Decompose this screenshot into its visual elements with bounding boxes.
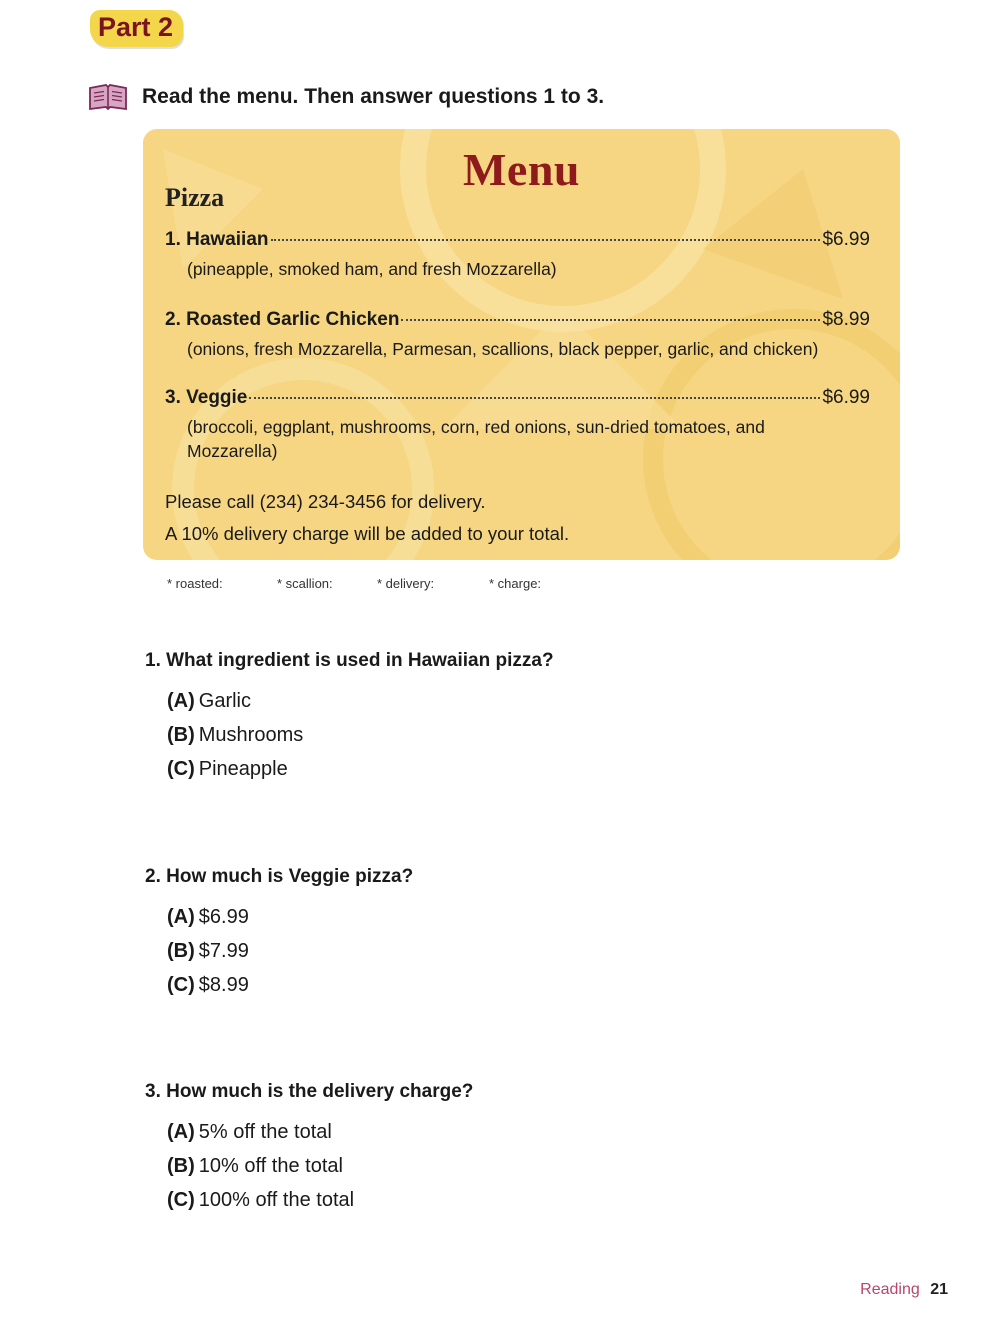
instruction-row [88, 82, 604, 112]
question-text: 2. How much is Veggie pizza? [145, 866, 414, 887]
menu-item [165, 309, 870, 361]
section-label: Reading [860, 1281, 920, 1298]
part-label: Part 2 [90, 10, 183, 47]
answer-option[interactable] [167, 974, 413, 1008]
footnote: * charge: [489, 576, 542, 591]
option-text: Mushrooms [198, 724, 304, 746]
option-text: Garlic [198, 690, 251, 712]
answer-option[interactable] [167, 758, 554, 792]
menu-section-title: Pizza [165, 183, 225, 212]
page-footer [860, 1281, 948, 1299]
leader-dots [249, 397, 820, 399]
instruction-text: Read the menu. Then answer questions 1 to 3. [142, 85, 605, 108]
menu-item [165, 387, 870, 463]
menu-item-description: (onions, fresh Mozzarella, Parmesan, scallions, black pepper, garlic, and chicken) [187, 339, 819, 359]
question-text: 1. What ingredient is used in Hawaiian pizza? [145, 650, 554, 671]
option-text: Pineapple [198, 758, 288, 780]
option-letter: (C) [167, 1189, 195, 1211]
footnote: * delivery: [377, 576, 435, 591]
open-book-icon [88, 82, 128, 112]
question-1 [145, 650, 554, 792]
footnote: * scallion: [277, 576, 333, 591]
option-text: 5% off the total [198, 1121, 332, 1143]
option-letter: (B) [167, 724, 195, 746]
option-text: $8.99 [198, 974, 249, 996]
menu-item [165, 229, 870, 281]
delivery-charge-note: A 10% delivery charge will be added to your total. [165, 523, 570, 544]
question-2 [145, 866, 413, 1008]
menu-item-name: 1. Hawaiian [165, 229, 269, 250]
question-3 [145, 1081, 473, 1223]
option-letter: (B) [167, 1155, 195, 1177]
answer-option[interactable] [167, 1155, 473, 1189]
menu-item-name: 3. Veggie [165, 387, 248, 408]
answer-option[interactable] [167, 690, 554, 724]
option-text: 100% off the total [198, 1189, 355, 1211]
menu-item-description: (pineapple, smoked ham, and fresh Mozzarella) [187, 259, 557, 279]
option-text: $7.99 [198, 940, 249, 962]
menu-item-price: $6.99 [822, 387, 870, 408]
answer-option[interactable] [167, 1189, 473, 1223]
menu-item-name: 2. Roasted Garlic Chicken [165, 309, 400, 330]
answer-option[interactable] [167, 724, 554, 758]
option-letter: (A) [167, 690, 195, 712]
option-letter: (C) [167, 974, 195, 996]
menu-item-price: $6.99 [822, 229, 870, 250]
menu-item-price: $8.99 [822, 309, 870, 330]
option-text: $6.99 [198, 906, 249, 928]
option-text: 10% off the total [198, 1155, 343, 1177]
footnote: * roasted: [167, 576, 223, 591]
menu-title: Menu [463, 144, 580, 195]
page-number: 21 [930, 1281, 948, 1298]
leader-dots [271, 239, 821, 241]
option-letter: (C) [167, 758, 195, 780]
option-letter: (A) [167, 906, 195, 928]
leader-dots [401, 319, 820, 321]
answer-option[interactable] [167, 906, 413, 940]
menu-item-description: (broccoli, eggplant, mushrooms, corn, red onions, sun-dried tomatoes, and Mozzarella) [187, 417, 765, 461]
option-letter: (B) [167, 940, 195, 962]
answer-option[interactable] [167, 1121, 473, 1155]
menu-card [143, 129, 900, 560]
option-letter: (A) [167, 1121, 195, 1143]
question-text: 3. How much is the delivery charge? [145, 1081, 474, 1102]
answer-option[interactable] [167, 940, 413, 974]
delivery-phone-note: Please call (234) 234-3456 for delivery. [165, 491, 486, 512]
